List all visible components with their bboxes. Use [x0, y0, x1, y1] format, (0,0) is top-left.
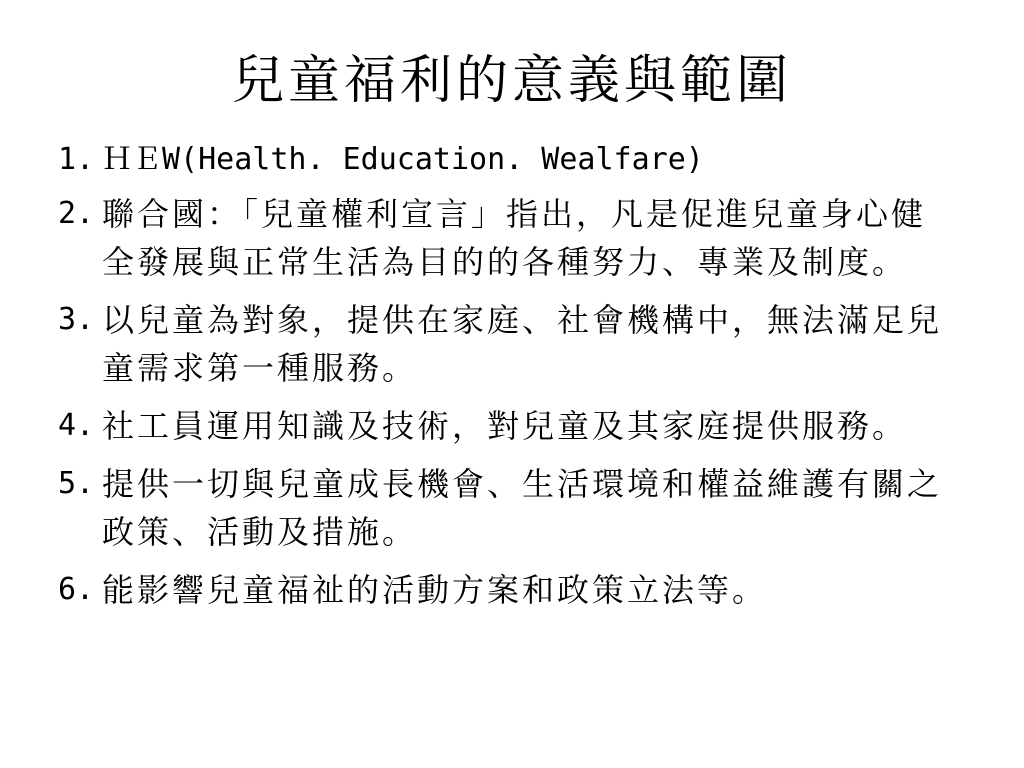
list-item-number: 3.: [58, 302, 95, 337]
list-item-text: 社工員運用知識及技術，對兒童及其家庭提供服務。: [102, 407, 908, 445]
list-item-text: 以兒童為對象，提供在家庭、社會機構中，無法滿足兒童需求第一種服務。: [102, 301, 943, 387]
list-item-5: [58, 460, 948, 556]
list-item-text: 提供一切與兒童成長機會、生活環境和權益維護有關之政策、活動及措施。: [102, 465, 943, 551]
list-item-text: 能影響兒童福祉的活動方案和政策立法等。: [102, 571, 768, 609]
list-item-2: [58, 190, 948, 286]
list-item-number: 2.: [58, 196, 95, 231]
list-item-number: 1.: [58, 142, 95, 177]
list-item-6: [58, 566, 948, 614]
list-item-number: 4.: [58, 408, 95, 443]
list-item-text: ＨＥW(Health. Education. Wealfare): [102, 142, 704, 177]
list-item-text: 聯合國：「兒童權利宣言」指出，凡是促進兒童身心健全發展與正常生活為目的的各種努力、專業及制度。: [102, 195, 927, 281]
list-item-number: 6.: [58, 572, 95, 607]
list-item-3: [58, 296, 948, 392]
slide-title: 兒童福利的意義與範圍: [231, 51, 792, 111]
list-item-number: 5.: [58, 466, 95, 501]
list-item-4: [58, 402, 948, 450]
content-list: [58, 136, 948, 624]
list-item-1: [58, 136, 948, 184]
